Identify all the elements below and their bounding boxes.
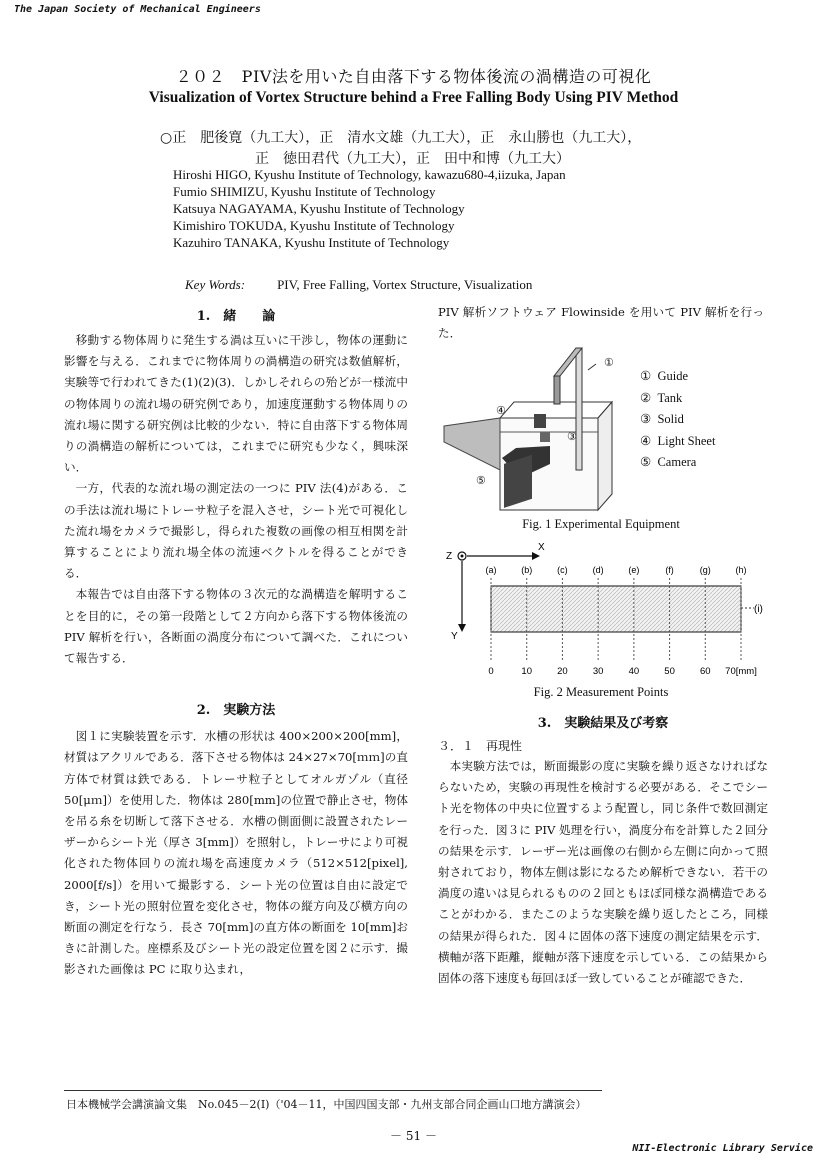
paragraph: PIV 解析ソフトウェア Flowinside を用いて PIV 解析を行った． [438,305,764,341]
affiliation-line: Fumio SHIMIZU, Kyushu Institute of Technology [173,184,436,199]
fig1-legend [640,366,715,474]
section-i-label: (i) [754,604,763,615]
section2-body [64,726,408,980]
label-3: ③ [567,431,577,443]
section-label: (h) [735,565,747,575]
right-column-section3 [438,712,768,989]
fig1-caption: Fig. 1 Experimental Equipment [522,517,680,531]
section2-title: 2. 実験方法 [196,703,276,719]
section1-title: 1. 緒 論 [196,309,276,324]
affiliation-line: Kimishiro TOKUDA, Kyushu Institute of Technology [173,218,455,233]
label-1: ① [604,357,614,369]
paragraph: 本実験方法では，断面撮影の度に実験を繰り返さなければならないため，実験の再現性を検討する必要がある．そこでシート光を物体の中央に位置するよう配置し，同じ条件で数回測定を行った．図３に PIV 処理を行い，渦度分布を計算した２回分の結果を示す．レーザー光は画像の右側から左側に向かって照射されており，物体左側は影になるため解析できない．若干の渦度の違いは見られるものの２回ともほぼ同様な渦構造であることがわかる．またこのような実験を繰り返したところ，同様の結果が得られた．図４に固体の落下速度の測定結果を示す．横軸が落下距離，縦軸が落下速度を示している．この結果から固体の落下速度も毎回ほぼ一致していることが確認できた． [438,759,768,986]
authors-japanese-line2: 正 徳田君代（九工大），正 田中和博（九工大） [255,151,570,167]
section-label: (f) [665,565,674,575]
tick-label: 30 [592,666,604,677]
experimental-equipment-figure [436,340,636,515]
proceedings-footer: 日本機械学会講演論文集 No.045－2(Ⅰ)（'04－11，中国四国支部・九州支部合同企画山口地方講演会） [66,1098,587,1111]
legend-item: ② Tank [640,390,683,405]
legend-item: ① Guide [640,369,689,383]
section-label: (g) [699,565,711,575]
left-column [64,305,408,981]
legend-item: ⑤ Camera [640,455,697,469]
tick-label: 50 [664,666,675,677]
affiliation-line: Katsuya NAGAYAMA, Kyushu Institute of Technology [173,201,465,216]
title-japanese: ２０２ PIV法を用いた自由落下する物体後流の渦構造の可視化 [175,67,652,86]
legend-item: ③ Solid [640,412,684,426]
label-4: ④ [496,405,506,417]
section3-subtitle: ３．１ 再現性 [438,739,523,753]
section-label: (d) [592,565,604,575]
tick-label: 70[mm] [725,666,757,677]
axis-y-label: Y [451,631,458,642]
section3-title: 3. 実験結果及び考察 [537,716,669,731]
legend-item: ④ Light Sheet [640,433,716,448]
affiliation-line: Hiroshi HIGO, Kyushu Institute of Technology, kawazu680-4,iizuka, Japan [173,167,566,182]
section-label: (c) [557,565,568,575]
affiliation-line: Kazuhiro TANAKA, Kyushu Institute of Technology [173,235,450,250]
axis-z-label: Z [446,551,453,562]
axis-x-label: X [538,542,545,553]
library-footer: NII-Electronic Library Service [632,1143,813,1154]
label-5: ⑤ [476,475,486,487]
section-label: (e) [628,565,640,575]
tick-label: 0 [488,666,494,677]
section-label: (a) [485,565,497,575]
fig2-caption: Fig. 2 Measurement Points [533,685,669,699]
paragraph: 移動する物体周りに発生する渦は互いに干渉し，物体の運動に影響を与える．これまでに物体周りの渦構造の研究は数値解析，実験等で行われてきた(1)(2)(3)．しかしそれらの殆どが一様流中の物体周りの流れ場の研究例であり，加速度運動する物体周りの流れ場に関する研究例は比較的少ない．特に自由落下する物体周りの渦構造の解析については，これまでに研究も少なく，興味深い． [64,333,408,475]
keywords-text: PIV, Free Falling, Vortex Structure, Visualization [277,277,533,292]
section1-body [64,330,408,669]
tick-label: 40 [628,666,640,677]
tick-label: 10 [521,666,533,677]
page-number: － 51 － [390,1129,437,1143]
journal-header: The Japan Society of Mechanical Engineers [14,4,261,15]
tick-label: 20 [557,666,568,677]
keywords-label: Key Words: [185,277,246,292]
tick-label: 60 [699,666,711,677]
paragraph: 図１に実験装置を示す．水槽の形状は 400×200×200[mm]，材質はアクリルである．落下させる物体は 24×27×70[ｍｍ]の直方体で材質は鉄である．トレーサ粒子としてオルガゾル（直径 50[μｍ]）を使用した．物体は 280[mm]の位置で静止させ，物体を吊る糸を切断して落下させる．水槽の側面側に設置されたレーザーからシート光（厚さ 3[mm]）を照射し，トレーサにより可視化された物体回りの流れ場を高速度カメラ（512×512[pixel], 2000[f/s]）を用いて撮影する．シート光の位置は自由に設定でき，シート光の照射位置を変化させ，物体の縦方向及び横方向の断面の測定を行なう．長さ 70[mm]の直方体の断面を 10[mm]おきに計測した。座標系及びシート光の設定位置を図２に示す．撮影された画像は PC に取り込まれ， [64,729,408,977]
authors-japanese-line1: ○正 肥後寛（九工大），正 清水文雄（九工大），正 永山勝也（九工大）， [160,130,642,146]
footer-rule [64,1090,602,1091]
right-column-intro [438,302,764,344]
section-label: (b) [521,565,533,575]
paragraph: 一方，代表的な流れ場の測定法の一つに PIV 法(4)がある．この手法は流れ場にトレーサ粒子を混入させ，シート光で可視化した流れ場をカメラで撮影し，得られた複数の画像の相互相関を計算することにより流れ場全体の流速ベクトルを得ることができる． [64,481,408,581]
keywords [185,277,532,293]
title-english: Visualization of Vortex Structure behind a Free Falling Body Using PIV Method [148,89,679,106]
section3-body [438,756,768,989]
measurement-points-figure [440,540,770,680]
affiliation-list [173,166,566,251]
paragraph: 本報告では自由落下する物体の３次元的な渦構造を解明することを目的に，その第一段階として２方向から落下する物体後流の PIV 解析を行い，各断面の渦度分布について調べた．これについて報告する． [64,587,408,666]
